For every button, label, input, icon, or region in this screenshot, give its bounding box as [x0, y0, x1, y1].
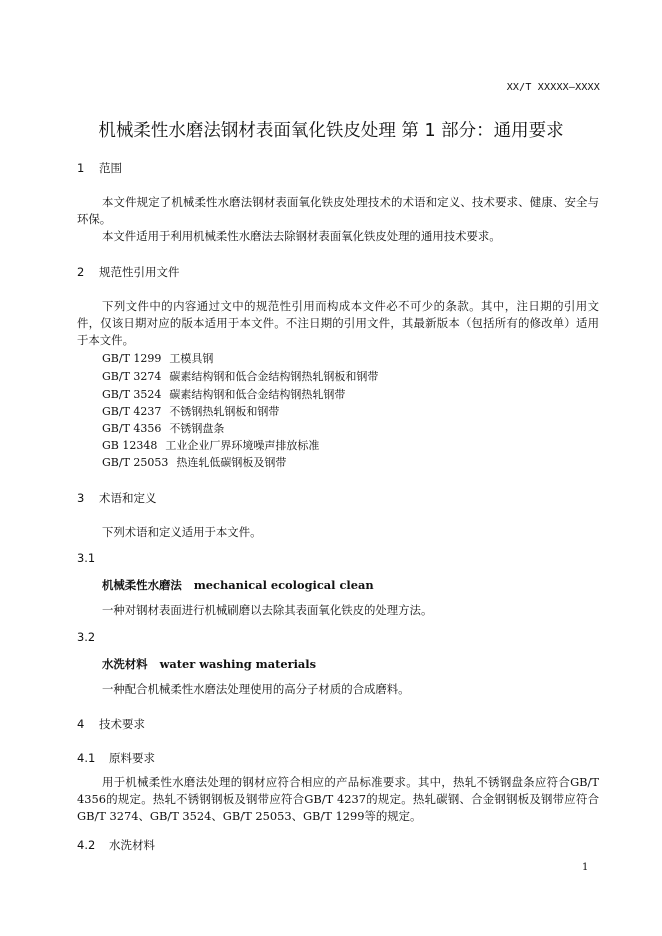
section-title: 技术要求: [99, 717, 145, 731]
term-english: water washing materials: [159, 657, 317, 671]
page-title: 机械柔性水磨法钢材表面氧化铁皮处理 第 1 部分：通用要求: [98, 121, 564, 141]
subsection-number: 4.1: [77, 751, 96, 765]
reference-item: [102, 350, 213, 366]
term-number: 3.1: [77, 551, 96, 565]
section-3-intro: 下列术语和定义适用于本文件。: [102, 525, 262, 539]
reference-item: [102, 386, 345, 402]
subsection-4-1-heading: [77, 750, 155, 766]
reference-item: [102, 454, 286, 470]
section-1-heading: [77, 160, 122, 176]
reference-code: GB/T 1299: [102, 352, 162, 365]
section-4-heading: [77, 716, 145, 732]
reference-title: 碳素结构钢和低合金结构钢热轧钢板和钢带: [169, 370, 379, 383]
section-2-paragraph: 下列文件中的内容通过文中的规范性引用而构成本文件必不可少的条款。其中，注日期的引用文件，仅该日期对应的版本适用于本文件。不注日期的引用文件，其最新版本（包括所有的修改单）适用于本文件。: [77, 299, 599, 347]
section-number: 3: [77, 491, 85, 505]
reference-title: 碳素结构钢和低合金结构钢热轧钢带: [169, 388, 346, 401]
term-entry: [102, 577, 374, 593]
reference-item: [102, 403, 279, 419]
subsection-title: 原料要求: [109, 751, 155, 765]
subsection-4-1-paragraph: 用于机械柔性水磨法处理的钢材应符合相应的产品标准要求。其中，热轧不锈钢盘条应符合GB/T 4356的规定。热轧不锈钢钢板及钢带应符合GB/T 4237的规定。热轧碳钢、合金钢钢板及钢带应符合GB/T 3274、GB/T 3524、GB/T 25053、GB/T 1299等的规定。: [77, 775, 599, 823]
section-title: 规范性引用文件: [99, 265, 180, 279]
reference-title: 不锈钢盘条: [169, 422, 225, 435]
term-english: mechanical ecological clean: [193, 578, 374, 592]
term-entry: [102, 656, 316, 672]
section-3-heading: [77, 490, 157, 506]
reference-code: GB/T 25053: [102, 456, 169, 469]
term-chinese: 水洗材料: [102, 657, 148, 671]
section-title: 术语和定义: [99, 491, 157, 505]
reference-code: GB/T 4356: [102, 422, 162, 435]
reference-item: [102, 368, 378, 384]
reference-code: GB/T 4237: [102, 405, 162, 418]
reference-code: GB/T 3274: [102, 370, 162, 383]
reference-code: GB 12348: [102, 439, 158, 452]
reference-title: 工模具钢: [169, 352, 214, 365]
reference-item: [102, 437, 319, 453]
subsection-number: 4.2: [77, 838, 96, 852]
section-2-heading: [77, 264, 180, 280]
page-number: 1: [582, 862, 589, 873]
standard-code: XX/T XXXXX—XXXX: [506, 82, 600, 93]
reference-title: 不锈钢热轧钢板和钢带: [169, 405, 280, 418]
section-number: 1: [77, 161, 85, 175]
section-number: 4: [77, 717, 85, 731]
section-1-paragraph-2: 本文件适用于利用机械柔性水磨法去除钢材表面氧化铁皮处理的通用技术要求。: [102, 229, 501, 243]
subsection-title: 水洗材料: [109, 838, 155, 852]
section-number: 2: [77, 265, 85, 279]
reference-item: [102, 420, 224, 436]
section-title: 范围: [99, 161, 122, 175]
term-definition: 一种对钢材表面进行机械刷磨以去除其表面氧化铁皮的处理方法。: [102, 603, 433, 617]
reference-code: GB/T 3524: [102, 388, 162, 401]
term-chinese: 机械柔性水磨法: [102, 578, 182, 592]
term-definition: 一种配合机械柔性水磨法处理使用的高分子材质的合成磨料。: [102, 682, 410, 696]
reference-title: 热连轧低碳钢板及钢带: [176, 456, 287, 469]
subsection-4-2-heading: [77, 837, 155, 853]
reference-title: 工业企业厂界环境噪声排放标准: [165, 439, 320, 452]
section-1-paragraph-1: 本文件规定了机械柔性水磨法钢材表面氧化铁皮处理技术的术语和定义、技术要求、健康、安全与环保。: [77, 195, 599, 226]
term-number: 3.2: [77, 630, 96, 644]
